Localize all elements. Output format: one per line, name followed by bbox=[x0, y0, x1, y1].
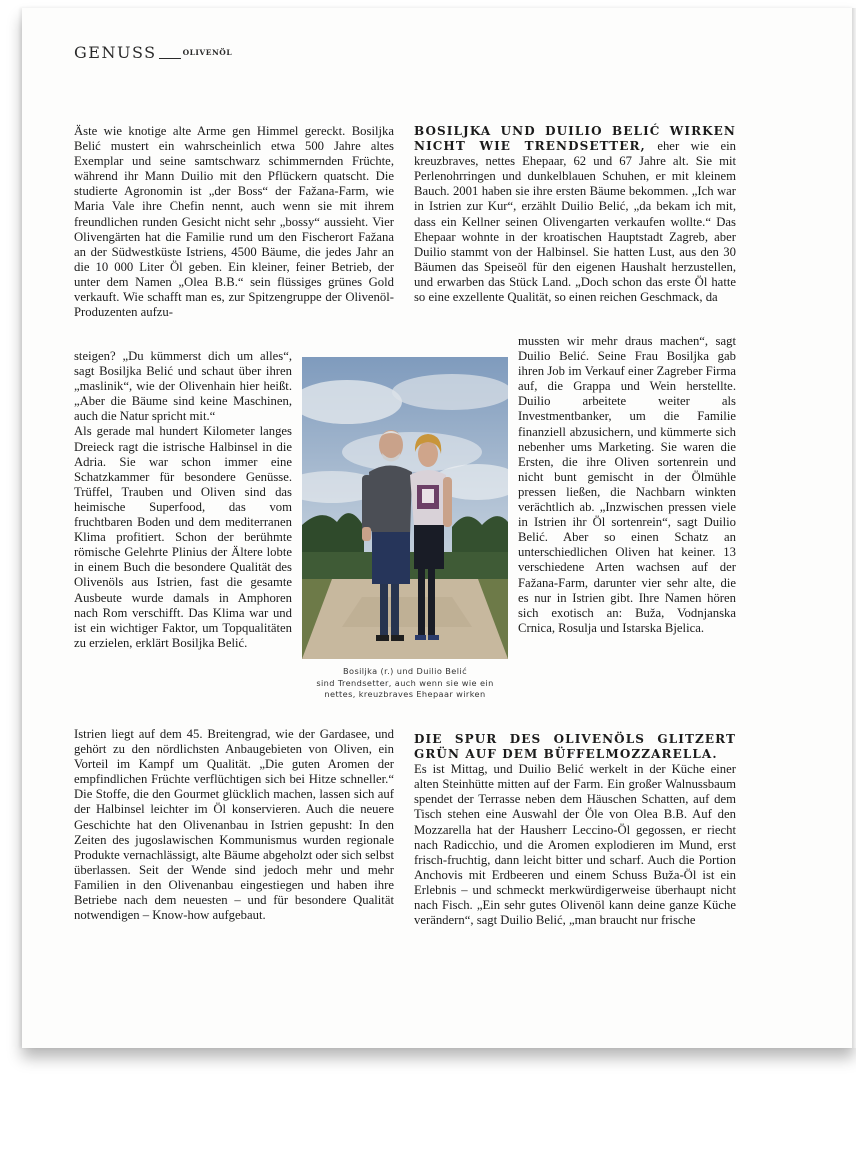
caption-line-3: nettes, kreuzbraves Ehepaar wirken bbox=[324, 689, 486, 699]
caption-line-1: Bosiljka (r.) und Duilio Belić bbox=[343, 666, 467, 676]
article-text-left-top: Äste wie knotige alte Arme gen Himmel gereckt. Bosiljka Belić mustert ein wahrscheinlich etwa 500 Jahre altes Exemplar und seine samtschwarz schimmernden Früchte, während ihr Mann Duilio mit den Pflückern quatscht. Die studierte Agronomin ist „der Boss“ der Fažana-Farm, wie Maria Vale ihre Chefin nennt, auch wenn sie mit ihrem freundlichen runden Gesicht nicht sehr „bossy“ aussieht. Vier Olivengärten hat die Familie rund um den Fischerort Fažana an der Südwestküste Istriens, 4500 Bäume, die jedes Jahr an die 10 000 Liter Öl geben. Ein kleiner, feiner Betrieb, der unter dem Namen „Olea B.B.“ sein flüssiges grünes Gold verkauft. Wie schafft man es, zur Spitzengruppe der Olivenöl-Produzenten aufzu- bbox=[74, 124, 394, 320]
subhead-spur-des-olivenoels: DIE SPUR DES OLIVENÖLS GLITZERT GRÜN AUF DEM BÜFFELMOZZARELLA. bbox=[414, 732, 736, 762]
article-text-right-bottom bbox=[414, 732, 736, 928]
section-title: GENUSS bbox=[74, 43, 157, 62]
section-topic: OLIVENÖL bbox=[182, 48, 233, 57]
article-text-right-narrow: mussten wir mehr draus machen“, sagt Duilio Belić. Seine Frau Bosiljka gab ihren Job im Verkauf einer Zagreber Firma auf, die Grappa und Wein herstellte. Duilio arbeitete weiter als Investmentbanker, um die Familie finanziell abzusichern, und kümmerte sich nebenher ums Marketing. Sie waren die Ersten, die ihre Oliven sortenrein und nicht bunt gemischt in der Ölmühle pressen ließen, die Nachbarn winkten verächtlich ab. „Inzwischen pressen viele in Istrien ihr Öl sortenrein“, sagt Duilio Belić. Aber so einen Schatz an unterschiedlichen Oliven hat keiner. 13 verschiedene Arten wachsen auf der Fažana-Farm, darunter vier sehr alte, die es nur in Istrien gibt. Ihre Namen hören sich exotisch an: Buža, Vodnjanska Crnica, Rosulja und Istarska Bjelica. bbox=[518, 334, 736, 635]
article-text-left-narrow bbox=[74, 349, 292, 651]
paragraph-mittag: Es ist Mittag, und Duilio Belić werkelt in der Küche einer alten Steinhütte mitten auf der Farm. Ein großer Walnussbaum spendet der Terrasse neben dem Häuschen Schatten, auf dem Tisch stehen eine Auswahl der Öle von Olea B.B. Auf den Mozzarella hat der Hausherr Leccino-Öl gegossen, er riecht nach Radicchio, und die Aromen explodieren im Mund, erst frisch-fruchtig, dann leicht bitter und scharf. Auch die Portion Anchovis mit Erdbeeren und einem Schuss Buža-Öl ist ein Erlebnis – und schmeckt merkwürdigerweise überhaupt nicht nach Fisch. „Ein sehr gutes Olivenöl kann deine ganze Küche verändern“, sagt Duilio Belić, „man braucht nur frische bbox=[414, 762, 736, 928]
section-header bbox=[74, 43, 232, 63]
photo-caption bbox=[292, 666, 518, 701]
article-text-left-bottom: Istrien liegt auf dem 45. Breitengrad, wie der Gardasee, und gehört zu den nördlichsten Anbaugebieten von Oliven, ein Vorteil im Kampf um Qualität. „Die guten Aromen der empfindlichen Früchte verflüchtigen sich bei Hitze schneller.“ Die Stoffe, die den Gourmet glücklich machen, lassen sich auf der Halbinsel leichter im Öl konservieren. Auch die neuere Geschichte hat den Olivenanbau in Istrien gepusht: In den Zeiten des jugoslawischen Kommunismus wurden regionale Produkte vernachlässigt, alte Bäume abgeholzt oder sich selbst überlassen. Seit der Wende sind jedoch mehr und mehr Familien in den Olivenanbau eingestiegen und haben ihre Betriebe nach dem neuesten – und für besondere Qualität notwendigen – Know-how aufgebaut. bbox=[74, 727, 394, 923]
page-spine-shadow bbox=[852, 8, 856, 1048]
paragraph-dreieck: Als gerade mal hundert Kilometer langes Dreieck ragt die istrische Halbinsel in die Adria. Sie war schon immer eine Schatzkammer für besondere Genüsse. Trüffel, Trauben und Oliven sind das heimische Superfood, das vom fruchtbaren Boden und dem mediterranen Klima profitiert. Schon der berühmte römische Gelehrte Plinius der Ältere lobte in einem Buch die besondere Qualität des Olivenöls aus Istrien, fast die gesamte Ausbeute wurde damals in Amphoren nach Rom verschifft. Das Klima war und ist ein wichtiger Faktor, um Topqualitäten zu erzielen, erklärt Bosiljka Belić. bbox=[74, 424, 292, 650]
caption-line-2: sind Trendsetter, auch wenn sie wie ein bbox=[316, 677, 494, 688]
header-rule bbox=[159, 58, 181, 59]
subhead-trendsetter: BOSILJKA UND DUILIO BELIĆ WIRKEN NICHT WIE TRENDSETTER, bbox=[414, 124, 736, 154]
paragraph-ehepaar: eher wie ein kreuzbraves, nettes Ehepaar, 62 und 67 Jahre alt. Sie mit Perlenohrringen und dunkelblauen Schuhen, er mit kleinem Bauch. 2001 haben sie ihre ersten Bäume bekommen. „Ich war in Istrien zur Kur“, erzählt Duilio Belić, „da bekam ich mit, dass ein Kellner seinen Olivengarten verkaufen wollte.“ Das Ehepaar wohnte in der kroatischen Hauptstadt Zagreb, aber Duilio stammt von der Halbinsel. Sie hatten Lust, aus den 30 Bäumen das Speiseöl für den eigenen Haushalt herzustellen, und erwarben das Stück Land. „Doch schon das erste Öl hatte so eine exzellente Qualität, so einen reichen Geschmack, da bbox=[414, 139, 736, 305]
article-text-right-top bbox=[414, 124, 736, 305]
paragraph-steigen: steigen? „Du kümmerst dich um alles“, sagt Bosiljka Belić und schaut über ihren „maslinik“, wie der Olivenhain hier heißt. „Aber die Bäume sind keine Maschinen, auch die Natur spricht mit.“ bbox=[74, 349, 292, 424]
couple-photo bbox=[302, 357, 508, 659]
